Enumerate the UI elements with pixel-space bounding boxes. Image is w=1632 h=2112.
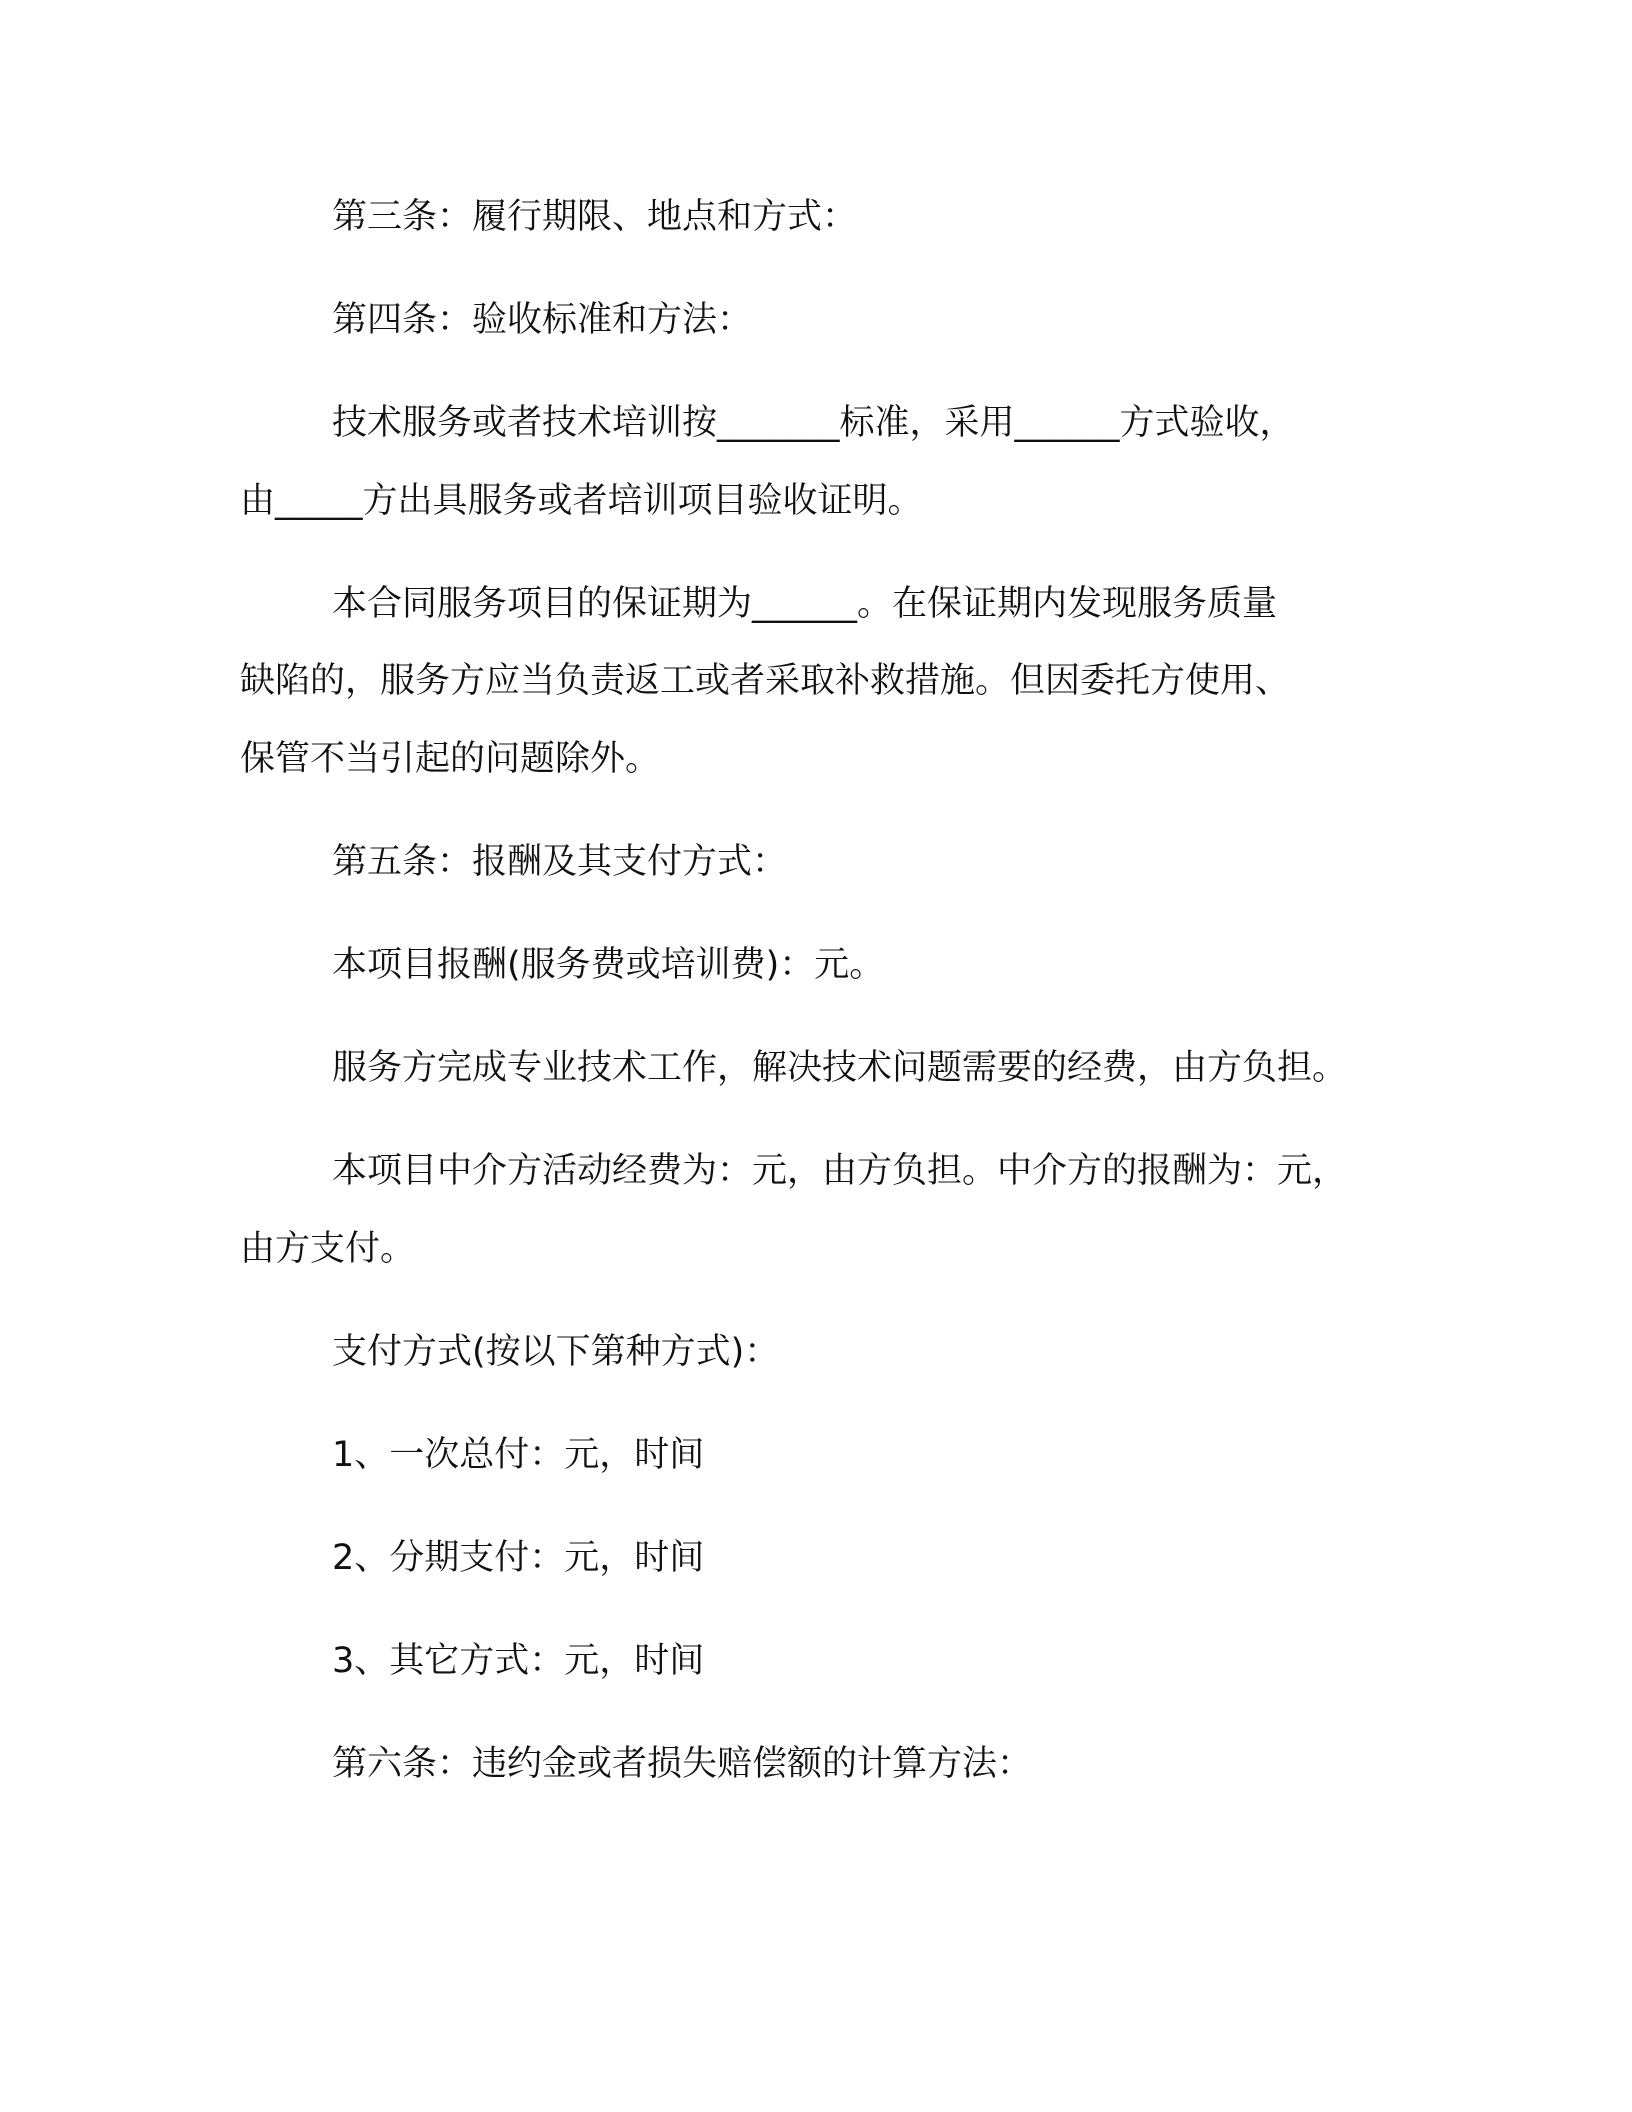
- fee-line: 本项目报酬(服务费或培训费)：元。: [332, 945, 885, 985]
- agent-line-1: 本项目中介方活动经费为：元，由方负担。中介方的报酬为：元，: [332, 1151, 1348, 1191]
- warranty-line-2: 缺陷的，服务方应当负责返工或者采取补救措施。但因委托方使用、: [240, 661, 1291, 701]
- warranty-line-3: 保管不当引起的问题除外。: [240, 739, 661, 779]
- payment-mode-line: 支付方式(按以下第种方式)：: [332, 1332, 780, 1372]
- acceptance-line-1: 技术服务或者技术培训按_______标准，采用______方式验收，: [332, 403, 1295, 443]
- acceptance-line-2: 由_____方出具服务或者培训项目验收证明。: [240, 481, 923, 521]
- article-3-heading: 第三条：履行期限、地点和方式：: [332, 197, 858, 237]
- article-5-heading: 第五条：报酬及其支付方式：: [332, 842, 788, 882]
- payment-option-2: 2、分期支付：元，时间: [332, 1538, 705, 1578]
- warranty-line-1: 本合同服务项目的保证期为______。在保证期内发现服务质量: [332, 584, 1278, 624]
- expense-line: 服务方完成专业技术工作，解决技术问题需要的经费，由方负担。: [332, 1048, 1348, 1088]
- article-6-heading: 第六条：违约金或者损失赔偿额的计算方法：: [332, 1744, 1033, 1784]
- agent-line-2: 由方支付。: [240, 1229, 416, 1269]
- article-4-heading: 第四条：验收标准和方法：: [332, 300, 753, 340]
- payment-option-1: 1、一次总付：元，时间: [332, 1435, 705, 1475]
- payment-option-3: 3、其它方式：元，时间: [332, 1641, 705, 1681]
